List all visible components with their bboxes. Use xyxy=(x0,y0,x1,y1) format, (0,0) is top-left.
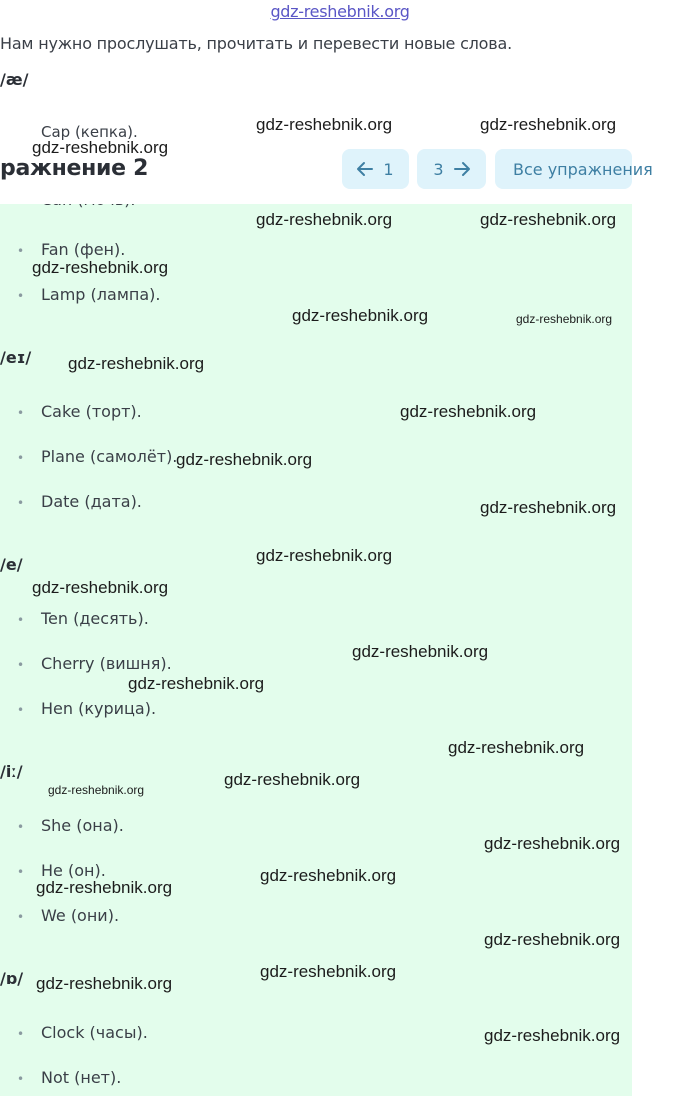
bullet-icon: • xyxy=(17,450,25,465)
list-item-partial: Cap (кепка). xyxy=(41,123,138,141)
sound-heading-ii: /iː/ xyxy=(0,762,23,781)
list-item: • Plane (самолёт). xyxy=(17,447,178,466)
watermark: gdz-reshebnik.org xyxy=(484,930,621,949)
bullet-icon: • xyxy=(17,243,25,258)
prev-exercise-label: 1 xyxy=(383,159,394,179)
list-item: • We (они). xyxy=(17,906,120,925)
list-item: • Lamp (лампа). xyxy=(17,285,161,304)
watermark: gdz-reshebnik.org xyxy=(256,115,393,134)
list-item: • She (она). xyxy=(17,816,124,835)
bullet-icon: • xyxy=(17,1071,25,1086)
list-item: • Cake (торт). xyxy=(17,402,142,421)
sound-heading-o: /ɒ/ xyxy=(0,969,24,988)
next-exercise-button[interactable] xyxy=(417,149,486,189)
list-item: • Hen (курица). xyxy=(17,699,157,718)
intro-text: Нам нужно прослушать, прочитать и перевести новые слова. xyxy=(0,34,512,53)
bullet-icon: • xyxy=(17,288,25,303)
list-item: • Cherry (вишня). xyxy=(17,654,172,673)
watermark: gdz-reshebnik.org xyxy=(224,770,361,789)
watermark: gdz-reshebnik.org xyxy=(400,402,537,421)
watermark: gdz-reshebnik.org xyxy=(32,258,169,277)
watermark: gdz-reshebnik.org xyxy=(36,878,173,897)
watermark: gdz-reshebnik.org xyxy=(484,834,621,853)
watermark: gdz-reshebnik.org xyxy=(128,674,265,693)
bullet-icon: • xyxy=(17,612,25,627)
watermark: gdz-reshebnik.org xyxy=(260,866,397,885)
watermark: gdz-reshebnik.org xyxy=(260,962,397,981)
bullet-icon: • xyxy=(17,1026,25,1041)
watermark: gdz-reshebnik.org xyxy=(256,210,393,229)
bullet-icon: • xyxy=(17,819,25,834)
watermark: gdz-reshebnik.org xyxy=(292,306,429,325)
list-item: • He (он). xyxy=(17,861,106,880)
watermark: gdz-reshebnik.org xyxy=(448,738,585,757)
all-exercises-label: Все упражнения xyxy=(513,159,653,179)
bullet-icon: • xyxy=(17,702,25,717)
list-item: • Clock (часы). xyxy=(17,1023,148,1042)
list-item: • Date (дата). xyxy=(17,492,142,511)
watermark: gdz-reshebnik.org xyxy=(484,1026,621,1045)
sound-heading-e: /e/ xyxy=(0,555,23,574)
watermark: gdz-reshebnik.org xyxy=(480,115,617,134)
list-item: • Not (нет). xyxy=(17,1068,122,1087)
watermark: gdz-reshebnik.org xyxy=(48,783,145,797)
watermark: gdz-reshebnik.org xyxy=(32,578,169,597)
bullet-icon: • xyxy=(17,405,25,420)
arrow-right-icon xyxy=(454,162,470,176)
bullet-icon: • xyxy=(17,864,25,879)
list-item: • Fan (фен). xyxy=(17,240,126,259)
watermark: gdz-reshebnik.org xyxy=(36,974,173,993)
watermark: gdz-reshebnik.org xyxy=(480,498,617,517)
prev-exercise-button[interactable] xyxy=(342,149,409,189)
arrow-left-icon xyxy=(357,162,373,176)
watermark: gdz-reshebnik.org xyxy=(68,354,205,373)
sound-heading-ei: /eɪ/ xyxy=(0,348,32,367)
watermark: gdz-reshebnik.org xyxy=(256,546,393,565)
bullet-icon: • xyxy=(17,495,25,510)
exercise-title: ражнение 2 xyxy=(0,156,149,181)
watermark: gdz-reshebnik.org xyxy=(480,210,617,229)
next-exercise-label: 3 xyxy=(433,159,444,179)
site-link[interactable]: gdz-reshebnik.org xyxy=(270,2,410,21)
sound-heading-ae: /æ/ xyxy=(0,70,29,89)
watermark: gdz-reshebnik.org xyxy=(176,450,313,469)
bullet-icon: • xyxy=(17,909,25,924)
list-item: • Ten (десять). xyxy=(17,609,149,628)
bullet-icon: • xyxy=(17,657,25,672)
watermark: gdz-reshebnik.org xyxy=(516,312,613,326)
all-exercises-button[interactable] xyxy=(495,149,653,189)
watermark: gdz-reshebnik.org xyxy=(32,138,169,157)
watermark: gdz-reshebnik.org xyxy=(352,642,489,661)
